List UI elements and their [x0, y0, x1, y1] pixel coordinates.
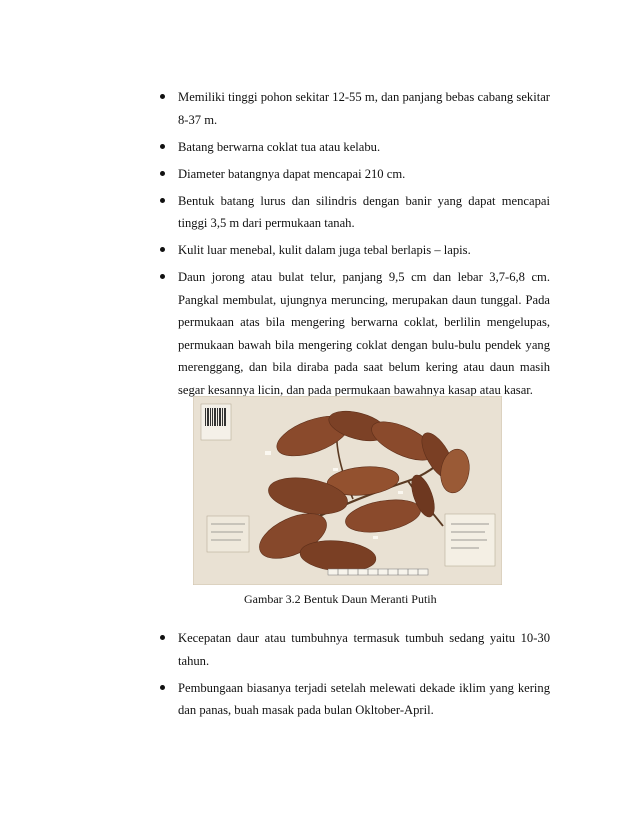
bullet-text: Kulit luar menebal, kulit dalam juga tebal berlapis – lapis. — [178, 243, 471, 257]
herbarium-specimen-image — [193, 396, 502, 585]
bullet-text: Kecepatan daur atau tumbuhnya termasuk tumbuh sedang yaitu 10-30 tahun. — [178, 631, 550, 668]
bullet-text: Diameter batangnya dapat mencapai 210 cm. — [178, 166, 406, 181]
bullet-item — [160, 136, 550, 159]
bullet-dot — [160, 198, 165, 203]
bullet-item — [160, 627, 550, 672]
bullet-item — [160, 86, 550, 131]
bullet-item — [160, 677, 550, 722]
bullet-dot — [160, 247, 165, 252]
bullet-text: Bentuk batang lurus dan silindris dengan banir yang dapat mencapai tinggi 3,5 m dari permukaan tanah. — [178, 193, 550, 230]
bullet-item — [160, 163, 550, 186]
bullet-list-top — [160, 86, 550, 406]
bullet-text: Daun jorong atau bulat telur, panjang 9,5 cm dan lebar 3,7-6,8 cm. Pangkal membulat, ujungnya meruncing, merupakan daun tunggal. Pada permukaan atas bila mengering berwarna coklat, berlilin mengelupas, permukaan bawah bila mengering coklat dengan bulu-bulu pendek yang merenggang, dan bila diraba pada saat belum kering atau daun masih segar kesannya licin, dan pada permukaan bawahnya kasap atau kasar. — [178, 270, 550, 397]
bullet-dot — [160, 635, 165, 640]
bullet-text: Pembungaan biasanya terjadi setelah melewati dekade iklim yang kering dan panas, buah masak pada bulan Okltober-April. — [178, 680, 550, 717]
bullet-dot — [160, 144, 165, 149]
bullet-text: Batang berwarna coklat tua atau kelabu. — [178, 139, 381, 154]
bullet-item — [160, 266, 550, 401]
leaf-specimen-illustration — [193, 396, 502, 585]
bullet-text: Memiliki tinggi pohon sekitar 12-55 m, dan panjang bebas cabang sekitar 8-37 m. — [178, 90, 550, 127]
bullet-item — [160, 190, 550, 235]
bullet-item — [160, 239, 550, 262]
bullet-dot — [160, 94, 165, 99]
figure-caption: Gambar 3.2 Bentuk Daun Meranti Putih — [244, 592, 437, 606]
bullet-list-bottom — [160, 627, 550, 726]
bullet-dot — [160, 171, 165, 176]
bullet-dot — [160, 274, 165, 279]
bullet-dot — [160, 685, 165, 690]
